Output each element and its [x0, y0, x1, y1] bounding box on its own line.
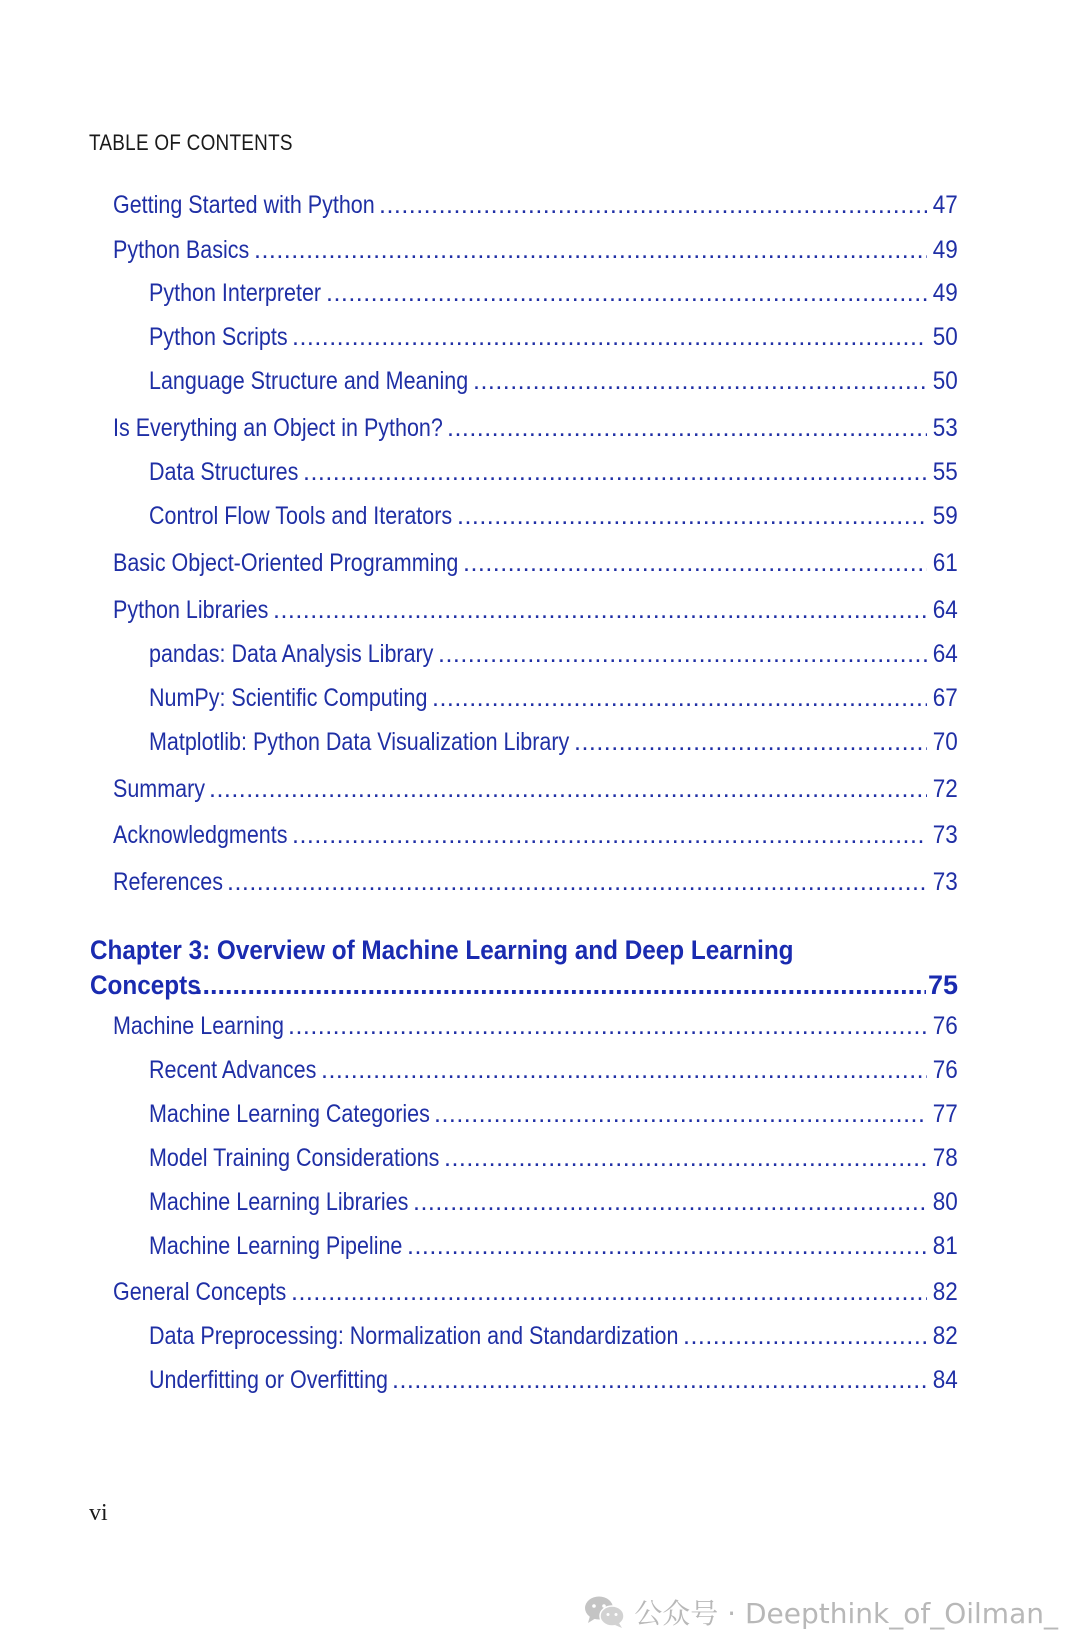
- toc-entry-page-number: 53: [932, 414, 958, 442]
- toc-entry[interactable]: [149, 727, 958, 757]
- toc-entry-title: Is Everything an Object in Python?: [113, 414, 443, 442]
- toc-entry-page-number: 61: [932, 549, 958, 577]
- toc-entry[interactable]: [113, 190, 958, 220]
- watermark: [584, 1592, 1058, 1632]
- toc-entry[interactable]: [149, 1143, 958, 1173]
- toc-entry-page-number: 81: [932, 1232, 958, 1260]
- toc-entry-page-number: 50: [932, 367, 958, 395]
- toc-entry-title: Python Basics: [113, 236, 250, 264]
- toc-entry-title-wrap: [113, 190, 375, 220]
- dot-leader: [683, 1321, 927, 1351]
- toc-entry-title-wrap: [113, 1277, 287, 1307]
- toc-entry-title-wrap: [113, 774, 205, 804]
- toc-entry-page-number: 73: [932, 821, 958, 849]
- toc-entry-page-number: 49: [932, 236, 958, 264]
- toc-entry[interactable]: [149, 322, 958, 352]
- toc-entry-title-wrap: [149, 1143, 440, 1173]
- toc-entry-title-wrap: [149, 1055, 317, 1085]
- chapter-title-continuation: Concepts: [90, 970, 201, 1000]
- wechat-icon: [584, 1594, 626, 1630]
- toc-entry-page-number: 73: [932, 868, 958, 896]
- toc-entry-page-number: 49: [932, 279, 958, 307]
- dot-leader: [407, 1231, 927, 1261]
- dot-leader: [447, 413, 927, 443]
- toc-entry[interactable]: [113, 595, 958, 625]
- toc-entry-title: References: [113, 868, 223, 896]
- dot-leader: [379, 190, 927, 220]
- toc-entry-title: Model Training Considerations: [149, 1144, 440, 1172]
- dot-leader: [438, 639, 927, 669]
- dot-leader: [463, 548, 927, 578]
- dot-leader: [227, 867, 927, 897]
- running-head: TABLE OF CONTENTS: [89, 130, 293, 155]
- dot-leader: [195, 968, 926, 1003]
- chapter-page-number: 75: [927, 970, 958, 1000]
- dot-leader: [457, 501, 927, 531]
- toc-entry[interactable]: [113, 820, 958, 850]
- dot-leader: [392, 1365, 927, 1395]
- toc-entry-title: Acknowledgments: [113, 821, 288, 849]
- dot-leader: [273, 595, 927, 625]
- toc-entry-page-number: 64: [932, 596, 958, 624]
- toc-entry-title: Control Flow Tools and Iterators: [149, 502, 453, 530]
- toc-entry-title: Machine Learning Libraries: [149, 1188, 409, 1216]
- toc-entry[interactable]: [149, 1099, 958, 1129]
- toc-entry-title-wrap: [149, 278, 322, 308]
- dot-leader: [321, 1055, 927, 1085]
- toc-entry-title-wrap: [113, 548, 459, 578]
- toc-entry-page-number: 47: [932, 191, 958, 219]
- page-folio: vi: [89, 1500, 108, 1526]
- toc-entry[interactable]: [113, 548, 958, 578]
- toc-entry[interactable]: [149, 501, 958, 531]
- toc-entry-title-wrap: [149, 727, 570, 757]
- toc-entry-page-number: 76: [932, 1012, 958, 1040]
- toc-entry-title-wrap: [149, 1187, 409, 1217]
- dot-leader: [574, 727, 927, 757]
- toc-entry-title: Underfitting or Overfitting: [149, 1366, 388, 1394]
- toc-entry-title-wrap: [113, 595, 269, 625]
- toc-entry-title-wrap: [149, 322, 288, 352]
- toc-entry-title-wrap: [113, 820, 288, 850]
- toc-entry-title: pandas: Data Analysis Library: [149, 640, 434, 668]
- toc-entry-title: Recent Advances: [149, 1056, 317, 1084]
- toc-entry-title: Basic Object-Oriented Programming: [113, 549, 459, 577]
- dot-leader: [288, 1011, 927, 1041]
- toc-entry[interactable]: [113, 774, 958, 804]
- toc-entry-title-wrap: [113, 867, 223, 897]
- toc-entry-page-number: 67: [932, 684, 958, 712]
- toc-entry-page-number: 80: [932, 1188, 958, 1216]
- toc-entry-page-number: 59: [932, 502, 958, 530]
- toc-entry-page-number: 82: [932, 1322, 958, 1350]
- toc-entry[interactable]: [113, 1011, 958, 1041]
- toc-entry-title-wrap: [149, 1231, 403, 1261]
- dot-leader: [292, 820, 927, 850]
- toc-entry[interactable]: [113, 867, 958, 897]
- toc-entry-page-number: 84: [932, 1366, 958, 1394]
- dot-leader: [473, 366, 927, 396]
- toc-entry-page-number: 78: [932, 1144, 958, 1172]
- dot-leader: [432, 683, 927, 713]
- toc-entry-page-number: 50: [932, 323, 958, 351]
- toc-entry-page-number: 76: [932, 1056, 958, 1084]
- dot-leader: [209, 774, 927, 804]
- toc-entry-title-wrap: [113, 1011, 284, 1041]
- toc-entry-title-wrap: [149, 501, 453, 531]
- dot-leader: [444, 1143, 927, 1173]
- toc-entry-title: Machine Learning: [113, 1012, 284, 1040]
- toc-entry-title: Machine Learning Categories: [149, 1100, 430, 1128]
- toc-entry[interactable]: [149, 457, 958, 487]
- toc-entry[interactable]: [149, 1055, 958, 1085]
- dot-leader: [292, 322, 927, 352]
- toc-entry-title: Matplotlib: Python Data Visualization Library: [149, 728, 570, 756]
- toc-entry-title-wrap: [149, 1321, 679, 1351]
- toc-entry-title-wrap: [149, 366, 469, 396]
- toc-entry-title-wrap: [149, 457, 299, 487]
- toc-entry-title: Summary: [113, 775, 205, 803]
- toc-entry-title-wrap: [149, 639, 434, 669]
- dot-leader: [434, 1099, 927, 1129]
- toc-entry-title: Machine Learning Pipeline: [149, 1232, 403, 1260]
- toc-entry-title: Python Scripts: [149, 323, 288, 351]
- watermark-text: 公众号 · Deepthink_of_Oilman_: [634, 1597, 1058, 1630]
- toc-entry-title: Data Preprocessing: Normalization and Standardization: [149, 1322, 679, 1350]
- toc-entry-title-wrap: [149, 683, 428, 713]
- toc-entry-page-number: 64: [932, 640, 958, 668]
- toc-entry[interactable]: [149, 1231, 958, 1261]
- toc-entry[interactable]: [149, 278, 958, 308]
- dot-leader: [326, 278, 927, 308]
- toc-entry-title-wrap: [149, 1365, 388, 1395]
- toc-entry[interactable]: [149, 683, 958, 713]
- toc-entry[interactable]: [149, 1321, 958, 1351]
- toc-entry-title: Python Interpreter: [149, 279, 322, 307]
- toc-entry[interactable]: [113, 235, 958, 265]
- toc-entry-page-number: 72: [932, 775, 958, 803]
- toc-entry-title: Data Structures: [149, 458, 299, 486]
- chapter-title-line-1: Chapter 3: Overview of Machine Learning and Deep Learning: [90, 935, 794, 965]
- toc-entry-title: Getting Started with Python: [113, 191, 375, 219]
- toc-entry-title-wrap: [113, 235, 250, 265]
- dot-leader: [291, 1277, 927, 1307]
- toc-entry-page-number: 55: [932, 458, 958, 486]
- chapter-title-line-2: [90, 968, 958, 1003]
- toc-entry[interactable]: [149, 639, 958, 669]
- toc-entry-title-wrap: [149, 1099, 430, 1129]
- toc-entry-page-number: 82: [932, 1278, 958, 1306]
- toc-entry[interactable]: [113, 413, 958, 443]
- toc-entry-title-wrap: [113, 413, 443, 443]
- toc-entry[interactable]: [149, 1187, 958, 1217]
- toc-entry[interactable]: [149, 366, 958, 396]
- toc-entry[interactable]: [149, 1365, 958, 1395]
- dot-leader: [254, 235, 927, 265]
- toc-entry-title: Language Structure and Meaning: [149, 367, 469, 395]
- toc-entry-title: General Concepts: [113, 1278, 287, 1306]
- toc-entry-page-number: 70: [932, 728, 958, 756]
- dot-leader: [303, 457, 927, 487]
- toc-entry-page-number: 77: [932, 1100, 958, 1128]
- chapter-heading[interactable]: [90, 933, 958, 1003]
- toc-entry-title: Python Libraries: [113, 596, 269, 624]
- toc-entry-title: NumPy: Scientific Computing: [149, 684, 428, 712]
- toc-entry[interactable]: [113, 1277, 958, 1307]
- dot-leader: [413, 1187, 927, 1217]
